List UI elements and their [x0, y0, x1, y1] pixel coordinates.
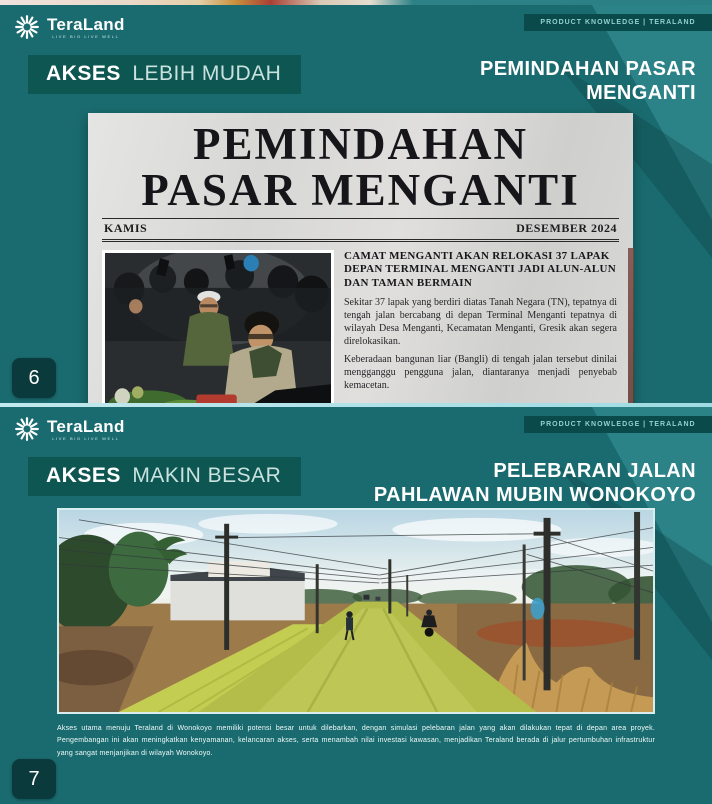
article-paragraph-2: Keberadaan bangunan liar (Bangli) di tengah jalan tersebut dinilai mengganggu pengguna jalan, diantaranya menjadi penyebab kemacetan.: [344, 353, 617, 391]
page-number-badge: 7: [12, 759, 56, 799]
slide-title-line1: PELEBARAN JALAN: [493, 460, 696, 482]
road-widening-photo: [57, 508, 655, 714]
kicker-text: PRODUCT KNOWLEDGE | TERALAND: [540, 19, 696, 26]
article-paragraph-1: Sekitar 37 lapak yang berdiri diatas Tanah Negara (TN), tepatnya di tengah jalan bercabang di depan Terminal Menganti tepatnya di wilayah Desa Menganti, Kecamatan Menganti, Gresik akan segera direlokasikan.: [344, 296, 617, 347]
newspaper-clipping: [88, 113, 633, 403]
section-header-light: LEBIH MUDAH: [132, 62, 282, 85]
slide-caption: Akses utama menuju Teraland di Wonokoyo memiliki potensi besar untuk dilebarkan, dengan simulasi pelebaran jalan yang akan dilakukan tepat di depan area proyek. Pengembangan ini akan meningkatkan kenyamanan, kelancaran akses, serta menambah nilai investasi kawasan, menjadikan Teraland berada di jalur pertumbuhan infrastruktur yang sangat menjanjikan di wilayah Wonokoyo.: [57, 725, 655, 757]
brand-tagline: LIVE BIG LIVE WELL: [52, 33, 120, 39]
slide-title: [480, 57, 696, 106]
newspaper-headline: [102, 121, 619, 214]
slide-7: [0, 407, 712, 804]
article-headline: CAMAT MENGANTI AKAN RELOKASI 37 LAPAK DEPAN TERMINAL MENGANTI JADI ALUN-ALUN DAN TAMAN BERMAIN: [344, 249, 616, 289]
newspaper-date: DESEMBER 2024: [516, 220, 617, 235]
page-number-badge: 6: [12, 358, 56, 398]
brand-name: TeraLand: [47, 416, 125, 436]
newspaper-headline-line1: PEMINDAHAN: [193, 119, 528, 169]
market-crowd-photo: [102, 250, 334, 403]
teraland-sunburst-icon: [14, 14, 40, 40]
section-header-bold: AKSES: [46, 62, 121, 85]
brand-tagline: LIVE BIG LIVE WELL: [52, 435, 120, 441]
newspaper-body: [102, 250, 619, 403]
kicker-bar: [524, 416, 712, 433]
section-header-light: MAKIN BESAR: [132, 464, 282, 487]
slide-separator: [0, 403, 712, 407]
newspaper-headline-line2: PASAR MENGANTI: [141, 165, 580, 216]
brand-name: TeraLand: [47, 14, 125, 34]
newspaper-day: KAMIS: [104, 220, 148, 235]
kicker-text: PRODUCT KNOWLEDGE | TERALAND: [540, 421, 696, 428]
newspaper-article: [344, 250, 619, 403]
section-header-chip: [28, 457, 301, 496]
slide-title-line2: MENGANTI: [586, 82, 696, 105]
newspaper-dateline: [102, 218, 619, 242]
slide-title-line2: PAHLAWAN MUBIN WONOKOYO: [373, 484, 696, 507]
slide-6: [0, 5, 712, 403]
slide-title: [374, 459, 696, 508]
teraland-sunburst-icon: [14, 416, 40, 442]
brand-logo: [14, 14, 125, 40]
kicker-bar: [524, 14, 712, 31]
section-header-bold: AKSES: [46, 464, 121, 487]
brand-logo: [14, 416, 125, 442]
slide-title-line1: PEMINDAHAN PASAR: [479, 58, 696, 80]
section-header-chip: [28, 55, 301, 94]
